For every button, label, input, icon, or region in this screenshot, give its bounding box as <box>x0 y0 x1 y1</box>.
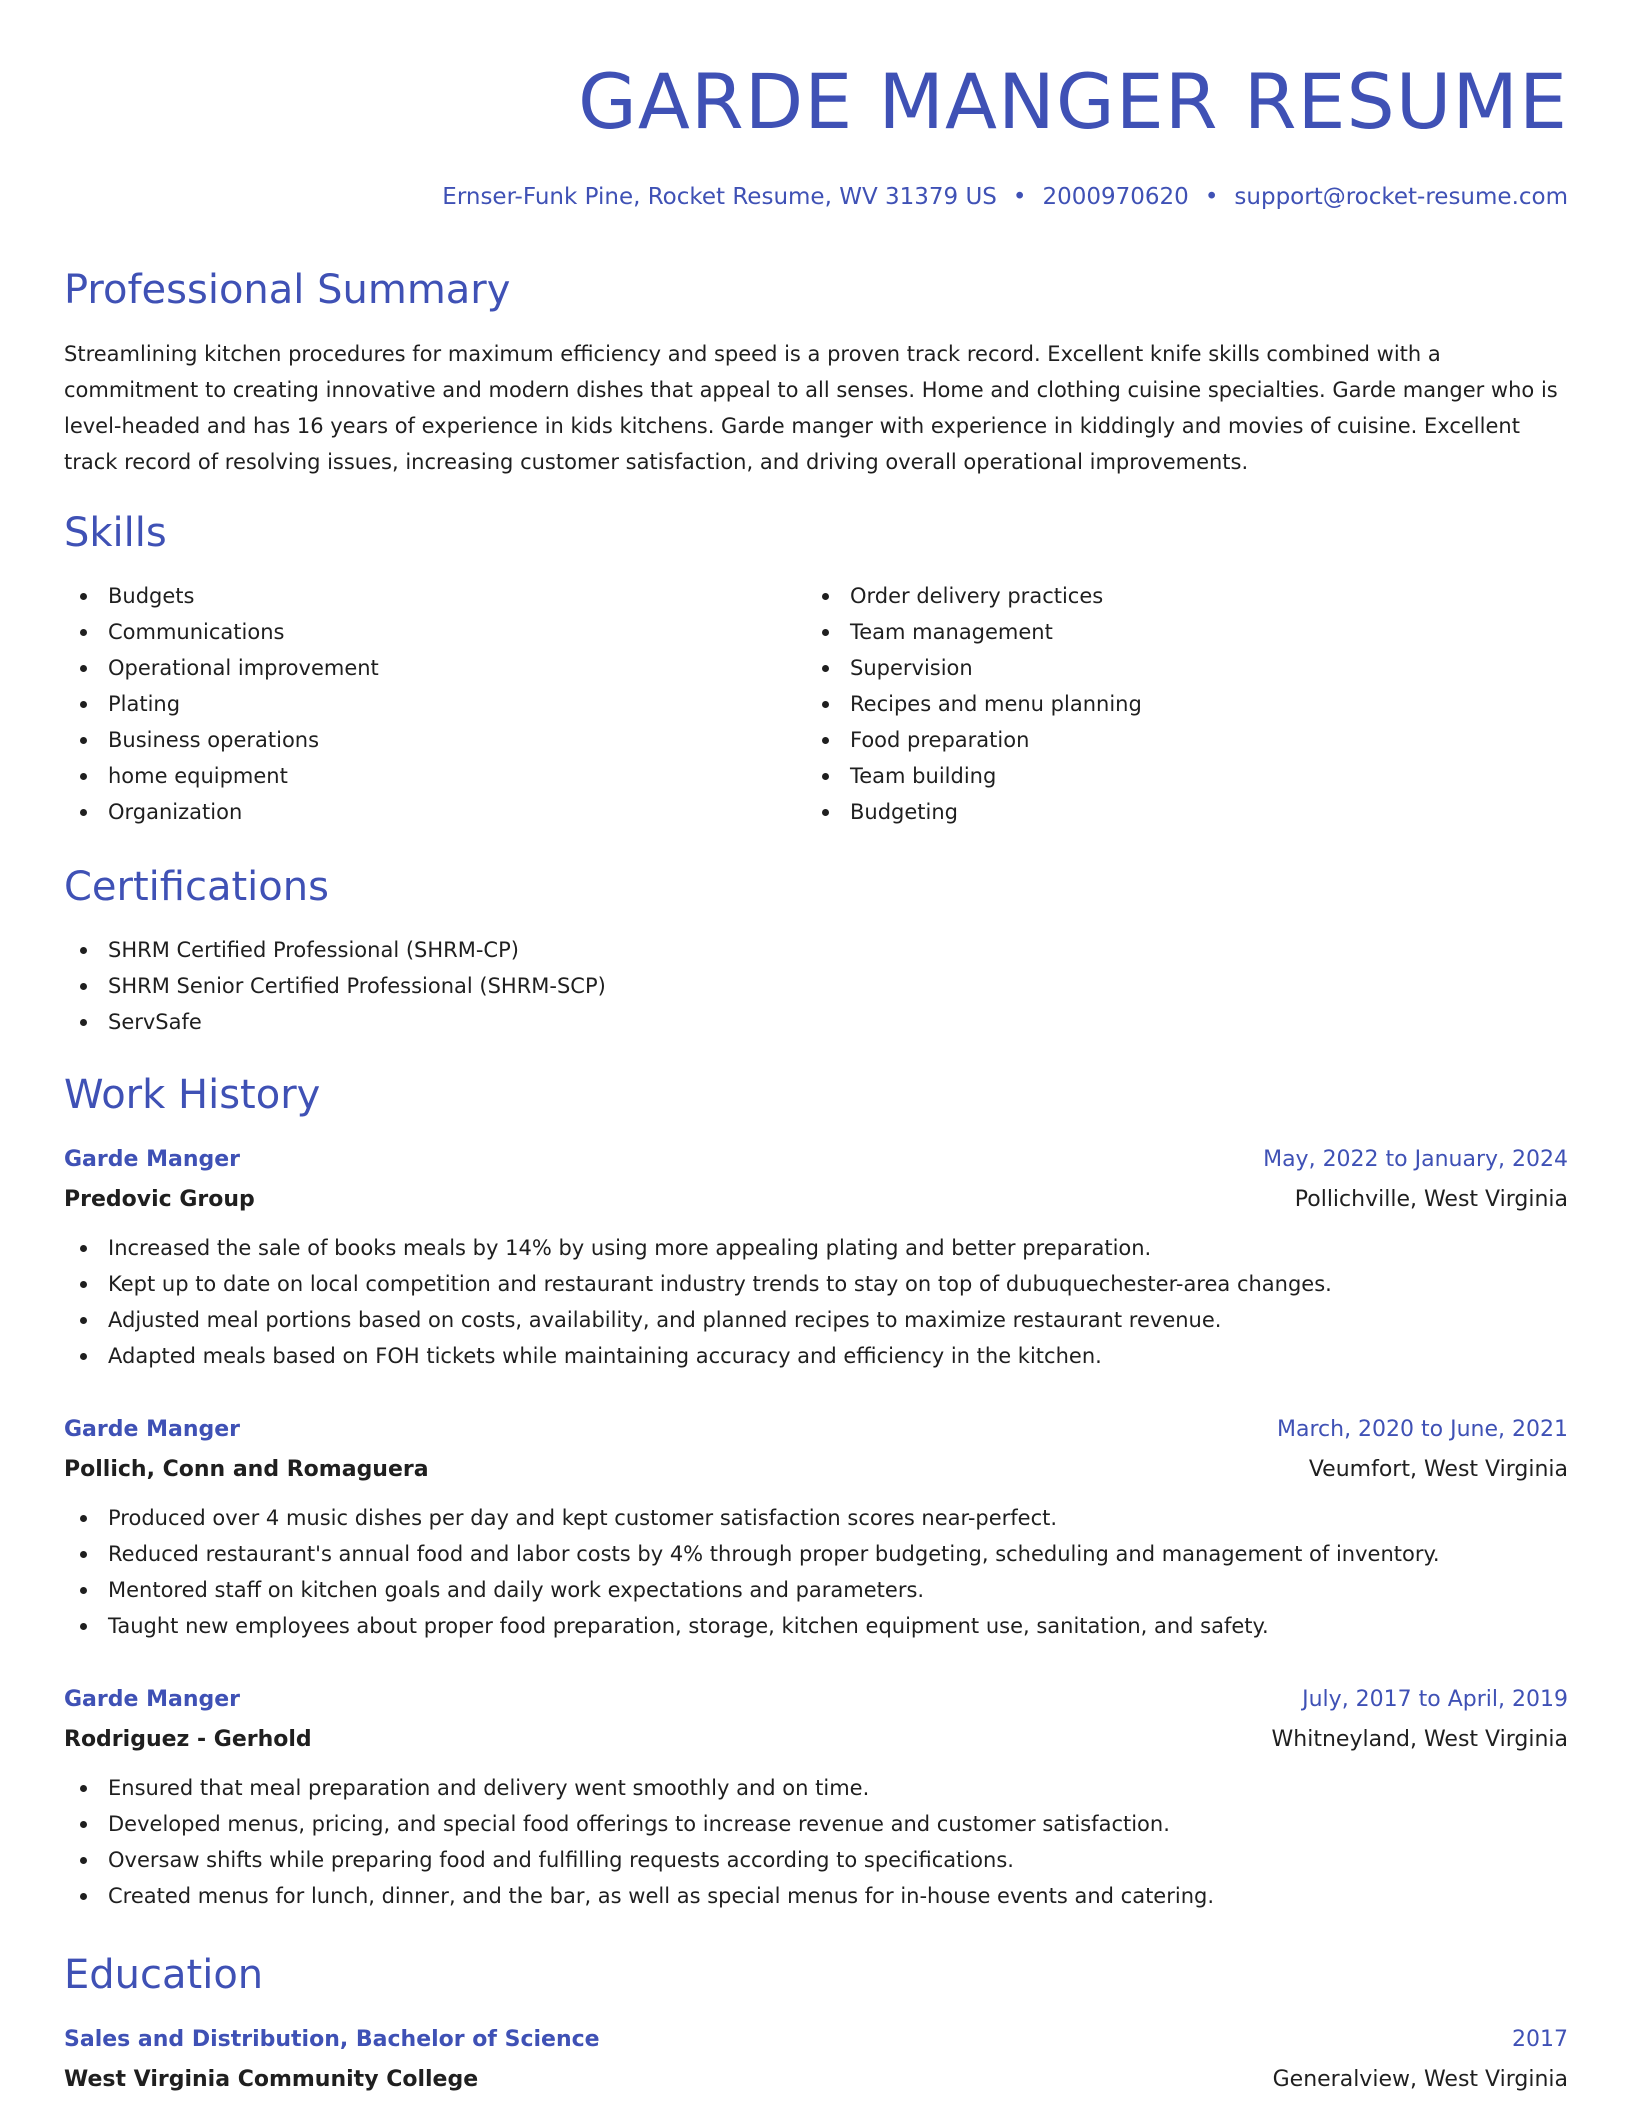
phone-number: 2000970620 <box>1042 184 1189 210</box>
job-location: Veumfort, West Virginia <box>1308 1457 1568 1482</box>
separator-dot: • <box>1204 184 1219 210</box>
job-bullet: Taught new employees about proper food preparation, storage, kitchen equipment use, sanitation, and safety. <box>64 1608 1568 1644</box>
address: Ernser-Funk Pine, Rocket Resume, WV 31379 US <box>442 184 997 210</box>
separator-dot: • <box>1012 184 1027 210</box>
job-bullet: Produced over 4 music dishes per day and kept customer satisfaction scores near-perfect. <box>64 1500 1568 1536</box>
job-title: Garde Manger <box>64 1417 240 1442</box>
job-bullet: Mentored staff on kitchen goals and daily work expectations and parameters. <box>64 1572 1568 1608</box>
skill-item: Budgets <box>64 578 764 614</box>
job-entry <box>64 1680 1568 1914</box>
job-bullet: Adapted meals based on FOH tickets while maintaining accuracy and efficiency in the kitchen. <box>64 1338 1568 1374</box>
education-school-row <box>64 2060 1568 2100</box>
job-bullet: Adjusted meal portions based on costs, availability, and planned recipes to maximize restaurant revenue. <box>64 1302 1568 1338</box>
job-entry <box>64 1140 1568 1374</box>
certification-item: SHRM Certified Professional (SHRM-CP) <box>64 932 1568 968</box>
job-bullet: Increased the sale of books meals by 14% by using more appealing plating and better preparation. <box>64 1230 1568 1266</box>
skill-item: Team management <box>806 614 1506 650</box>
skill-item: Organization <box>64 794 764 830</box>
job-header-row <box>64 1410 1568 1450</box>
education-header-row <box>64 2020 1568 2060</box>
skill-item: Recipes and menu planning <box>806 686 1506 722</box>
job-dates: July, 2017 to April, 2019 <box>1302 1687 1568 1712</box>
skill-item: Operational improvement <box>64 650 764 686</box>
job-bullet: Reduced restaurant's annual food and labor costs by 4% through proper budgeting, scheduling and management of inventory. <box>64 1536 1568 1572</box>
skill-item: home equipment <box>64 758 764 794</box>
job-bullet: Developed menus, pricing, and special food offerings to increase revenue and customer satisfaction. <box>64 1806 1568 1842</box>
job-dates: March, 2020 to June, 2021 <box>1277 1417 1568 1442</box>
school-name: West Virginia Community College <box>64 2067 479 2092</box>
certifications-list <box>64 932 1568 1040</box>
section-title-education: Education <box>64 1952 264 1998</box>
section-title-skills: Skills <box>64 510 167 556</box>
job-bullets <box>64 1500 1568 1644</box>
job-header-row <box>64 1680 1568 1720</box>
job-title: Garde Manger <box>64 1147 240 1172</box>
email-link[interactable]: support@rocket-resume.com <box>1234 184 1568 210</box>
contact-line <box>442 180 1568 214</box>
skill-item: Business operations <box>64 722 764 758</box>
section-title-work-history: Work History <box>64 1072 321 1118</box>
job-bullet: Kept up to date on local competition and restaurant industry trends to stay on top of dubuquechester-area changes. <box>64 1266 1568 1302</box>
section-title-certifications: Certifications <box>64 864 329 910</box>
school-location: Generalview, West Virginia <box>1272 2067 1568 2092</box>
resume-title: GARDE MANGER RESUME <box>578 57 1568 146</box>
skill-item: Communications <box>64 614 764 650</box>
company-name: Rodriguez - Gerhold <box>64 1727 312 1752</box>
job-company-row <box>64 1720 1568 1760</box>
job-header-row <box>64 1140 1568 1180</box>
degree: Sales and Distribution, Bachelor of Science <box>64 2027 600 2052</box>
education-entry <box>64 2020 1568 2100</box>
skills-list-right <box>806 578 1506 830</box>
certification-item: ServSafe <box>64 1004 1568 1040</box>
skills-list-left <box>64 578 764 830</box>
skill-item: Supervision <box>806 650 1506 686</box>
section-title-summary: Professional Summary <box>64 267 511 313</box>
skill-item: Food preparation <box>806 722 1506 758</box>
graduation-year: 2017 <box>1512 2027 1568 2052</box>
job-bullet: Ensured that meal preparation and delivery went smoothly and on time. <box>64 1770 1568 1806</box>
job-company-row <box>64 1450 1568 1490</box>
job-location: Whitneyland, West Virginia <box>1271 1727 1568 1752</box>
skill-item: Order delivery practices <box>806 578 1506 614</box>
skill-item: Plating <box>64 686 764 722</box>
skill-item: Budgeting <box>806 794 1506 830</box>
job-dates: May, 2022 to January, 2024 <box>1263 1147 1568 1172</box>
job-entry <box>64 1410 1568 1644</box>
job-bullet: Oversaw shifts while preparing food and fulfilling requests according to specifications. <box>64 1842 1568 1878</box>
job-bullets <box>64 1230 1568 1374</box>
summary-text: Streamlining kitchen procedures for maximum efficiency and speed is a proven track record. Excellent knife skills combined with a commitment to creating innovative and modern dishes that appeal to all senses. Home and clothing cuisine specialties. Garde manger who is level-headed and has 16 years of experience in kids kitchens. Garde manger with experience in kiddingly and movies of cuisine. Excellent track record of resolving issues, increasing customer satisfaction, and driving overall operational improvements. <box>64 342 1558 474</box>
company-name: Predovic Group <box>64 1187 255 1212</box>
job-bullet: Created menus for lunch, dinner, and the bar, as well as special menus for in-house events and catering. <box>64 1878 1568 1914</box>
job-company-row <box>64 1180 1568 1220</box>
certification-item: SHRM Senior Certified Professional (SHRM-SCP) <box>64 968 1568 1004</box>
job-title: Garde Manger <box>64 1687 240 1712</box>
job-bullets <box>64 1770 1568 1914</box>
skill-item: Team building <box>806 758 1506 794</box>
company-name: Pollich, Conn and Romaguera <box>64 1457 429 1482</box>
job-location: Pollichville, West Virginia <box>1294 1187 1568 1212</box>
